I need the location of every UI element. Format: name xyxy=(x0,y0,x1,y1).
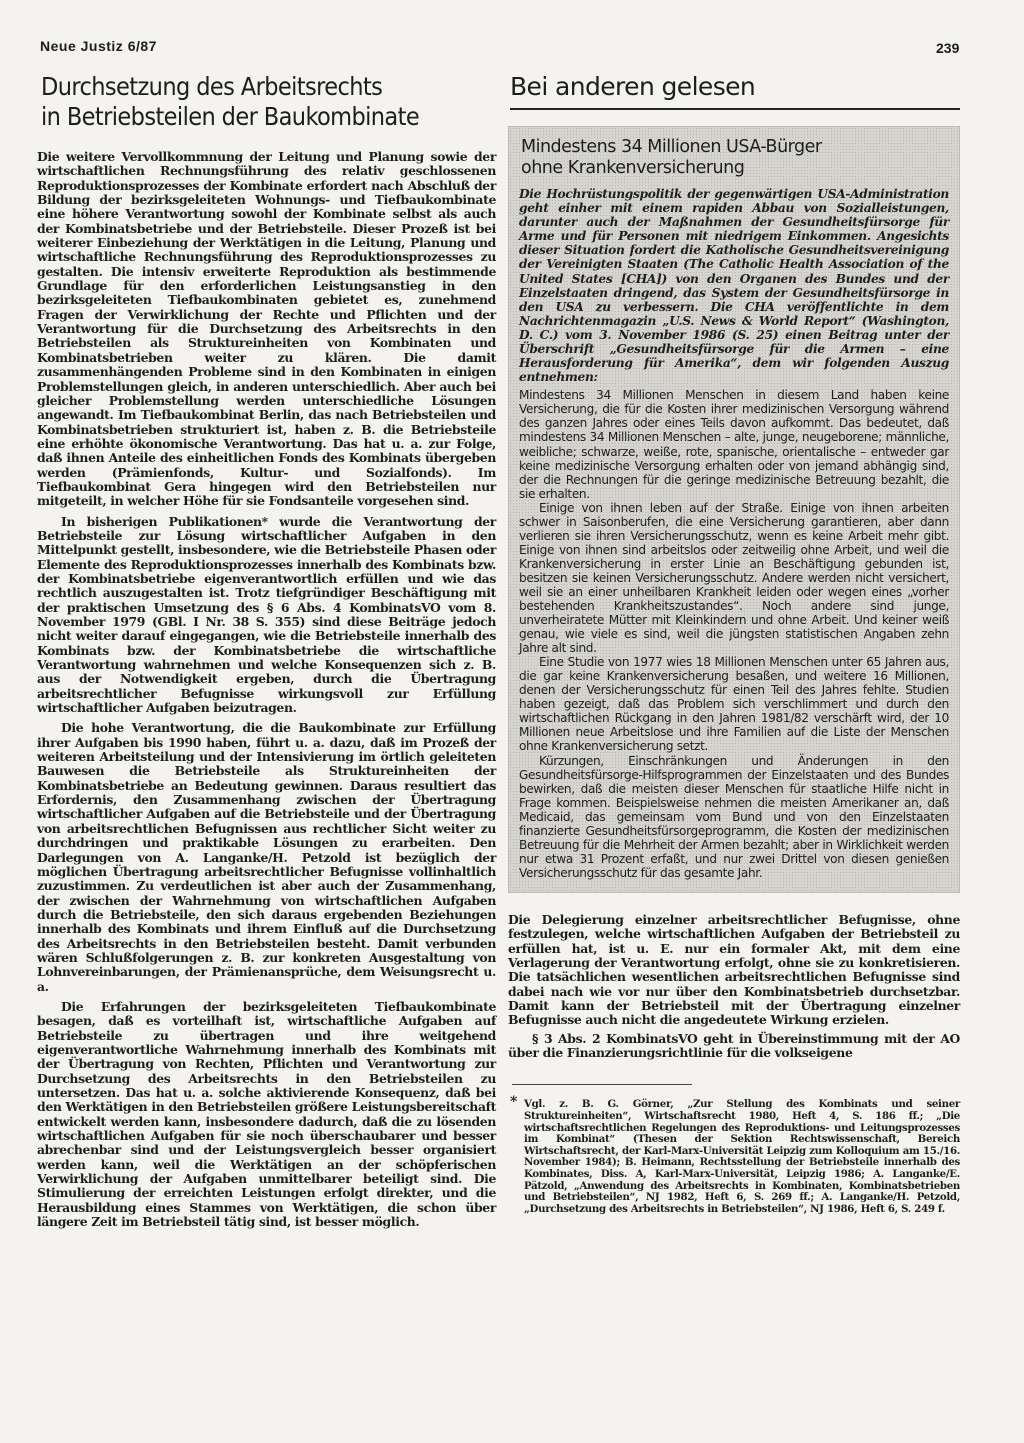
page-number: 239 xyxy=(936,40,960,56)
box-paragraph: Kürzungen, Einschränkungen und Änderungen in den Gesundheitsfürsorge-Hilfsprogrammen der Einzelstaaten und des Bundes bewirken, daß die meisten dieser Menschen für staatliche Hilfe nicht in Frage kommen. Beispielsweise nehmen die meisten Amerikaner an, daß Medicaid, das gemeinsam vom Bund und von den Einzelstaaten finanzierte Gesundheitsfürsorgeprogramm, die Kosten der medizinischen Betreuung für die Mehrheit der Armen bezahlt; aber in Wirklichkeit werden nur etwa 31 Prozent erfaßt, und nur zwei Drittel von diesen genießen Versicherungsschutz für das gesamte Jahr. xyxy=(519,753,949,880)
article-title-line: in Betriebsteilen der Baukombinate xyxy=(41,102,420,131)
article-title xyxy=(41,72,496,132)
box-paragraph: Eine Studie von 1977 wies 18 Millionen Menschen unter 65 Jahren aus, die gar keine Krankenversicherung besaßen, und weitere 16 Millionen, denen der Versicherungsschutz für einen Teil des Jahres fehlte. Studien haben gezeigt, daß das Problem sich verschlimmert und durch den wirtschaftlichen Rückgang in den Jahren 1981/82 verschärft wird, der 10 Millionen neue Arbeitslose und ihre Familien auf die Liste der Menschen ohne Krankenversicherung setzt. xyxy=(519,655,949,754)
section-title: Bei anderen gelesen xyxy=(510,72,960,110)
box-paragraph: Mindestens 34 Millionen Menschen in diesem Land haben keine Versicherung, die für die Kosten ihrer medizinischen Versorgung während des ganzen Jahres oder eines Teils davon aufkommt. Das bedeutet, daß mindestens 34 Millionen Menschen – alte, junge, neugeborene; männliche, weibliche; schwarze, weiße, rote, spanische, orientalische – entweder gar keine medizinische Versorgung erhalten oder von jemand abhängig sind, der die Rechnungen für die geringe medizinische Betreuung bezahlt, die sie erhalten. xyxy=(519,388,949,501)
paragraph: In bisherigen Publikationen* wurde die Verantwortung der Betriebsteile zur Lösung wirtschaftlicher Aufgaben in den Mittelpunkt gestellt, insbesondere, wie die Betriebsteile Phasen oder Elemente des Reproduktionsprozesses innerhalb des Kombinats bzw. der Kombinatsbetriebe eigenverantwortlich erfüllen und wie das rechtlich auszugestalten ist. Trotz tiefgründiger Beschäftigung mit der praktischen Umsetzung des § 6 Abs. 4 KombinatsVO vom 8. November 1979 (GBl. I Nr. 38 S. 355) sind diese Beiträge jedoch nicht weiter darauf eingegangen, wie die Betriebsteile innerhalb des Kombinats bzw. der Kombinatsbetriebe die wirtschaftliche Verantwortung wahrnehmen und welche Konsequenzen sich z. B. aus der Notwendigkeit ergeben, durch die Übertragung arbeitsrechtlicher Befugnisse wirkungsvoll zur Erfüllung wirtschaftlicher Aufgaben beizutragen. xyxy=(37,513,496,716)
footnote-rule xyxy=(512,1084,692,1091)
left-column xyxy=(37,72,496,1235)
box-lead: Die Hochrüstungspolitik der gegenwärtigen USA-Administration geht einher mit einem rapiden Abbau von Sozialleistungen, darunter auch der Maßnahmen der Gesundheitsfürsorge für Arme und für Personen mit niedrigem Einkommen. Angesichts dieser Situation fordert die Katholische Gesundheitsvereinigung der Vereinigten Staaten (The Catholic Health Association of the United States [CHA]) von den Organen des Bundes und der Einzelstaaten dringend, das System der Gesundheitsfürsorge in den USA zu verbessern. Die CHA veröffentlichte in dem Nachrichtenmagazin „U.S. News & World Report“ (Washington, D. C.) vom 3. November 1986 (S. 25) einen Beitrag unter der Überschrift „Gesundheitsfürsorge für die Armen – eine Herausforderung für Amerika“, dem wir folgenden Auszug entnehmen: xyxy=(519,187,949,385)
box-title xyxy=(521,137,949,179)
right-column xyxy=(508,72,960,1215)
box-title-line: ohne Krankenversicherung xyxy=(521,158,745,178)
quoted-article-box xyxy=(508,126,960,893)
paragraph: Die hohe Verantwortung, die die Baukombinate zur Erfüllung ihrer Aufgaben bis 1990 haben, führt u. a. dazu, daß im Prozeß der weiteren Arbeitsteilung und der Intensivierung im örtlich geleiteten Bauwesen die Betriebsteile als Struktureinheiten der Kombinatsbetriebe an Bedeutung gewinnen. Daraus resultiert das Erfordernis, den Zusammenhang zwischen der Übertragung wirtschaftlicher Aufgaben auf die Betriebsteile und der Übertragung von arbeitsrechtlichen Befugnissen aus rechtlicher Sicht weiter zu durchdringen und praktikable Lösungen zu erarbeiten. Den Darlegungen von A. Langanke/H. Petzold ist bezüglich der möglichen Übertragung arbeitsrechtlicher Befugnisse vollinhaltlich zuzustimmen. Zu verdeutlichen ist aber auch der Zusammenhang, der zwischen der Wahrnehmung von wirtschaftlichen Aufgaben durch die Betriebsteile, den sich daraus ergebenden Beziehungen innerhalb des Kombinats und ihrem Einfluß auf die Durchsetzung des Arbeitsrechts in den Betriebsteilen besteht. Damit verbunden wären Schlußfolgerungen z. B. zur konkreten Ausgestaltung von Lohnvereinbarungen, der Prämienansprüche, dem Weisungsrecht u. a. xyxy=(37,720,496,994)
paragraph: § 3 Abs. 2 KombinatsVO geht in Übereinstimmung mit der AO über die Finanzierungsrichtlinie für die volkseigene xyxy=(508,1030,960,1061)
paragraph: Die weitere Vervollkommnung der Leitung und Planung sowie der wirtschaftlichen Rechnungsführung des relativ geschlossenen Reproduktionsprozesses der Kombinate erfordert nach Abschluß der Bildung der bezirksgeleiteten Wohnungs- und Tiefbaukombinate eine höhere Verantwortung sowohl der Kombinate selbst als auch der Kombinatsbetriebe und der Betriebsteile. Dieser Prozeß ist bei weiterer Einbeziehung der Werktätigen in die Leitung, Planung und wirtschaftliche Rechnungsführung des Reproduktionsprozesses zu gestalten. Die intensiv erweiterte Reproduktion als bestimmende Grundlage für den erforderlichen Leistungsanstieg in den bezirksgeleiteten Tiefbaukombinaten gebietet es, zunehmend Fragen der Verwirklichung der Rechte und Pflichten und der Verantwortung für die Durchsetzung des Arbeitsrechts in den Betriebsteilen als Struktureinheiten von Kombinaten und Kombinatsbetrieben weiter zu klären. Die damit zusammenhängenden Probleme sind in den Kombinaten in einigen Problemstellungen gleich, in anderen unterschiedlich. Aber auch bei gleicher Problemstellung werden unterschiedliche Lösungen angewandt. Im Tiefbaukombinat Berlin, das nach Betriebsteilen und Kombinatsbetrieben strukturiert ist, haben z. B. die Betriebsteile eine erhöhte ökonomische Verantwortung. Das hat u. a. zur Folge, daß ihnen Anteile des einheitlichen Fonds des Kombinats übergeben werden (Prämienfonds, Kultur- und Sozialfonds). Im Tiefbaukombinat Gera hingegen wird den Betriebsteilen nur mitgeteilt, in welcher Höhe für sie Fondsanteile vorgesehen sind. xyxy=(37,149,496,509)
continuation-text xyxy=(508,913,960,1060)
footnote-body: Vgl. z. B. G. Görner, „Zur Stellung des Kombinats und seiner Struktureinheiten“, Wirtschaftsrecht 1980, Heft 4, S. 186 ff.; „Die wirtschaftsrechtlichen Regelungen des Reproduktions- und Leitungsprozesses im Kombinat“ (Thesen der Sektion Rechtswissenschaft, Bereich Wirtschaftsrecht, der Karl-Marx-Universität Leipzig zum Kolloquium am 15./16. November 1984); B. Heimann, Rechtsstellung der Betriebsteile innerhalb des Kombinates, Diss. A, Karl-Marx-Universität, Leipzig 1986; A. Langanke/E. Pätzold, „Anwendung des Arbeitsrechts in Kombinaten, Kombinatsbetrieben und Betriebsteilen“, NJ 1982, Heft 6, S. 269 ff.; A. Langanke/H. Petzold, „Durchsetzung des Arbeitsrechts in Betriebsteilen“, NJ 1986, Heft 6, S. 249 f. xyxy=(524,1098,960,1215)
journal-header: Neue Justiz 6/87 xyxy=(40,38,157,54)
footnote-mark: * xyxy=(510,1094,518,1111)
box-paragraph: Einige von ihnen leben auf der Straße. Einige von ihnen arbeiten schwer in Saisonberufen, die eine Versicherung garantieren, aber dann verlieren sie ihren Versicherungsschutz, wenn es keine Arbeit mehr gibt. Einige von ihnen sind arbeitslos oder zeitweilig ohne Arbeit, und weil die Krankenversicherung in erster Linie an Beschäftigung gebunden ist, besitzen sie keinen Versicherungsschutz. Andere werden nicht versichert, weil sie an einer unheilbaren Krankheit leiden oder wegen eines „vorher bestehenden Krankheitszustandes“. Noch andere sind junge, unverheiratete Mütter mit Kleinkindern und ohne Arbeit. Und keiner weiß genau, wie viele es sind, weil die jüngsten statistischen Angaben zehn Jahre alt sind. xyxy=(519,500,949,656)
footnote xyxy=(508,1094,960,1215)
paragraph: Die Delegierung einzelner arbeitsrechtlicher Befugnisse, ohne festzulegen, welche wirtschaftlichen Aufgaben der Betriebsteil zu erfüllen hat, ist u. E. nur ein formaler Akt, mit dem eine Verlagerung der Verantwortung erfolgt, ohne sie zu konkretisieren. Die tatsächlichen wesentlichen arbeitsrechtlichen Befugnisse sind dabei nach wie vor nur über den Kombinatsbetrieb durchsetzbar. Damit kann der Betriebsteil mit der Übertragung einzelner Befugnisse auch nicht die angedeutete Wirkung erzielen. xyxy=(508,911,960,1028)
paragraph: Die Erfahrungen der bezirksgeleiteten Tiefbaukombinate besagen, daß es vorteilhaft ist, wirtschaftliche Aufgaben auf Betriebsteile zu übertragen und ihre weitgehend eigenverantwortliche Wahrnehmung innerhalb des Kombinats mit der Übertragung von Rechten, Pflichten und Verantwortung zur Durchsetzung des Arbeitsrechts in den Betriebsteilen zu untersetzen. Das hat u. a. solche aktivierende Konsequenz, daß bei den Werktätigen in den Betriebsteilen größere Leistungsbereitschaft entwickelt werden kann, insbesondere dadurch, daß die zu lösenden wirtschaftlichen Aufgaben für sie noch überschaubarer und besser abrechenbar sind und der Leistungsvergleich besser organisiert werden kann, weil die Werktätigen an der schöpferischen Verwirklichung der Aufgaben unmittelbarer beteiligt sind. Die Stimulierung der erreichten Leistungen erfolgt direkter, und die Herausbildung eines Stammes von Werktätigen, die schon über längere Zeit im Betriebsteil tätig sind, ist besser möglich. xyxy=(37,998,496,1230)
article-title-line: Durchsetzung des Arbeitsrechts xyxy=(41,72,383,101)
box-body xyxy=(519,388,949,880)
box-title-line: Mindestens 34 Millionen USA-Bürger xyxy=(521,137,822,157)
article-body xyxy=(37,150,496,1229)
